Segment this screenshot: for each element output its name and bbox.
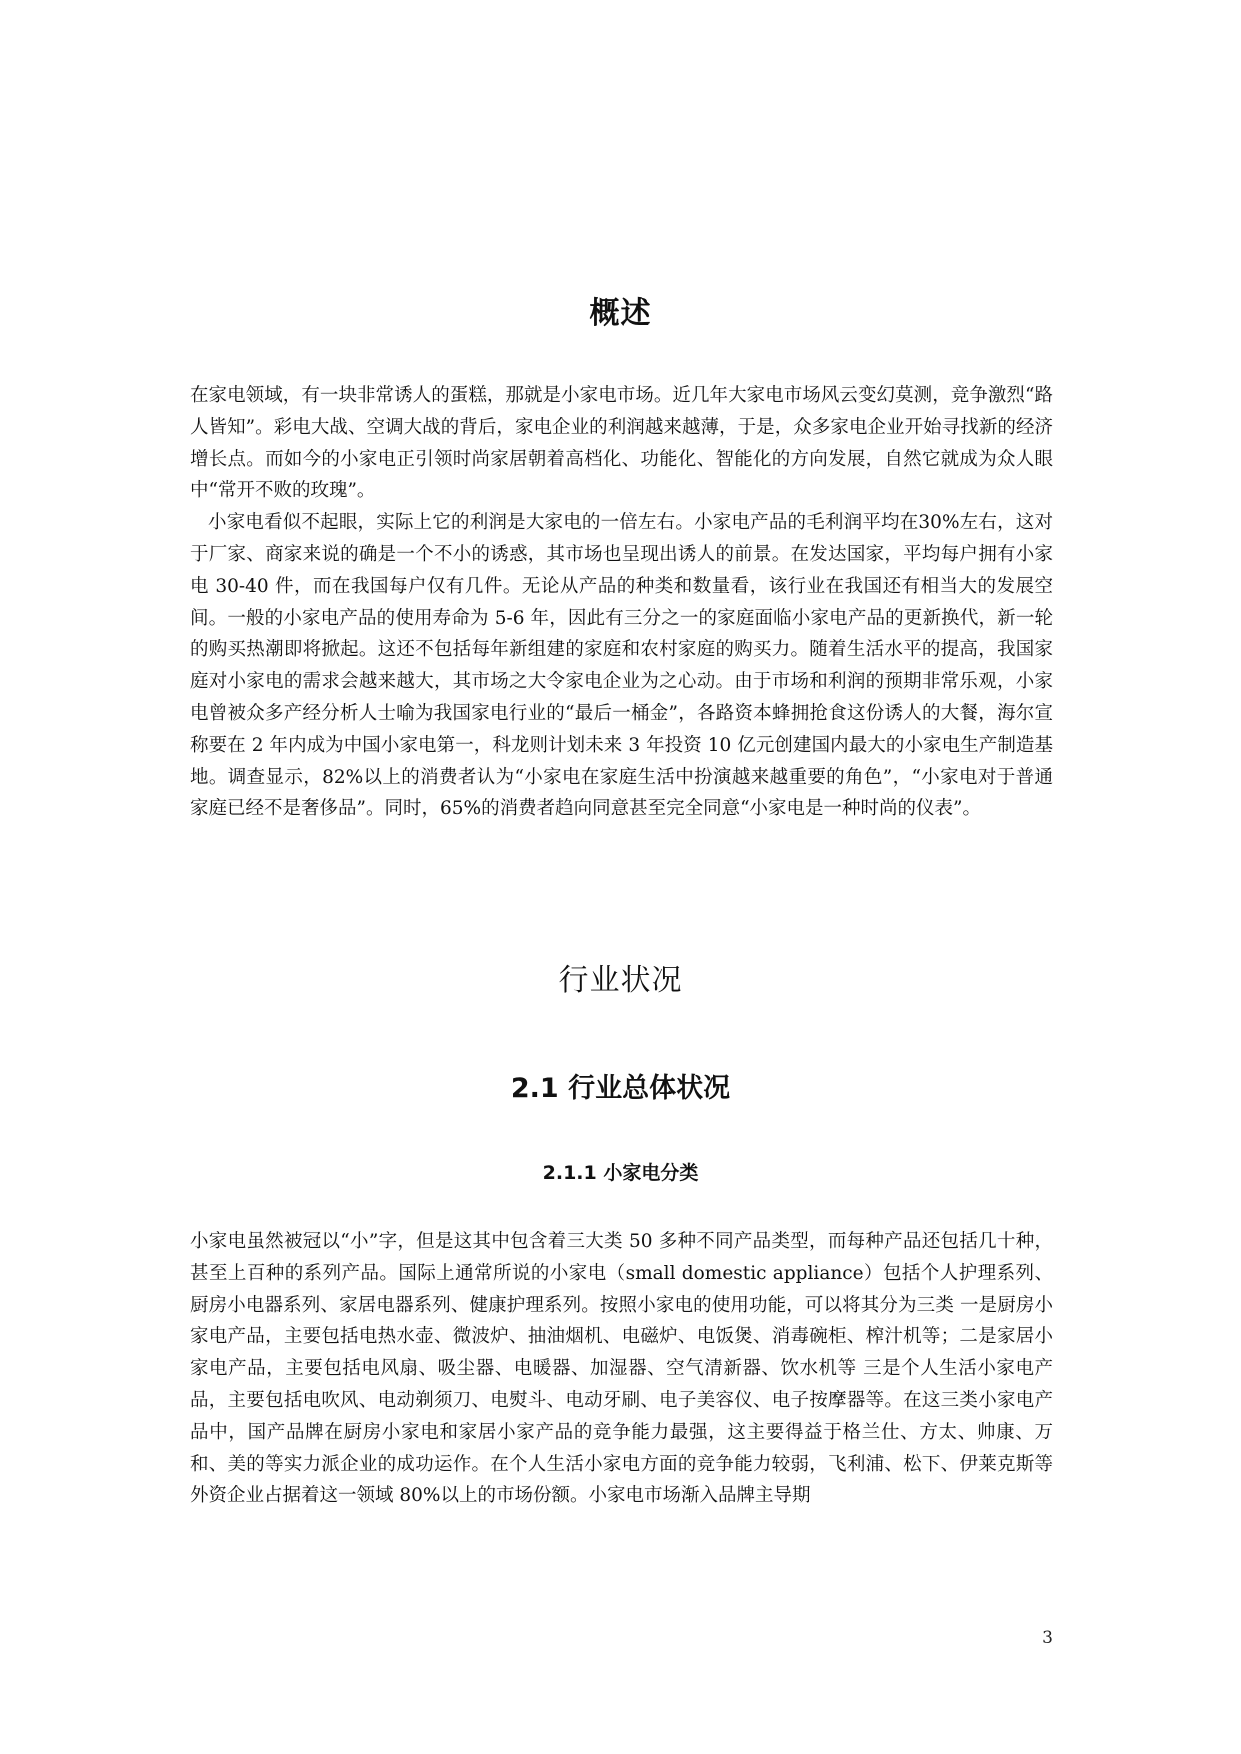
subsubsection-title-2-1-1: 2.1.1 小家电分类 [542, 1162, 699, 1184]
classification-paragraph: 小家电虽然被冠以“小”字，但是这其中包含着三大类 50 多种不同产品类型，而每种产品还包括几十种，甚至上百种的系列产品。国际上通常所说的小家电（small domestic appliance）包括个人护理系列、厨房小电器系列、家居电器系列、健康护理系列。按照小家电的使用功能，可以将其分为三类 一是厨房小家电产品，主要包括电热水壶、微波炉、抽油烟机、电磁炉、电饭煲、消毒碗柜、榨汁机等；二是家居小家电产品，主要包括电风扇、吸尘器、电暖器、加湿器、空气清新器、饮水机等 三是个人生活小家电产品，主要包括电吹风、电动剃须刀、电熨斗、电动牙刷、电子美容仪、电子按摩器等。在这三类小家电产品中，国产品牌在厨房小家电和家居小家产品的竞争能力最强，这主要得益于格兰仕、方太、帅康、万和、美的等实力派企业的成功运作。在个人生活小家电方面的竞争能力较弱，飞利浦、松下、伊莱克斯等外资企业占据着这一领域 80%以上的市场份额。小家电市场渐入品牌主导期 [190, 1231, 1053, 1507]
overview-paragraph-2: 小家电看似不起眼，实际上它的利润是大家电的一倍左右。小家电产品的毛利润平均在30%左右，这对于厂家、商家来说的确是一个不小的诱惑，其市场也呈现出诱人的前景。在发达国家，平均每户拥有小家电 30-40 件，而在我国每户仅有几件。无论从产品的种类和数量看，该行业在我国还有相当大的发展空间。一般的小家电产品的使用寿命为 5-6 年，因此有三分之一的家庭面临小家电产品的更新换代，新一轮的购买热潮即将掀起。这还不包括每年新组建的家庭和农村家庭的购买力。随着生活水平的提高，我国家庭对小家电的需求会越来越大，其市场之大令家电企业为之心动。由于市场和利润的预期非常乐观，小家电曾被众多产经分析人士喻为我国家电行业的“最后一桶金”，各路资本蜂拥抢食这份诱人的大餐，海尔宣称要在 2 年内成为中国小家电第一，科龙则计划未来 3 年投资 10 亿元创建国内最大的小家电生产制造基地。调查显示，82%以上的消费者认为“小家电在家庭生活中扮演越来越重要的角色”，“小家电对于普通家庭已经不是奢侈品”。同时，65%的消费者趋向同意甚至完全同意“小家电是一种时尚的仪表”。 [190, 512, 1053, 820]
section-title-overview: 概述 [589, 296, 652, 331]
section-title-industry: 行业状况 [558, 963, 683, 998]
overview-paragraph-1: 在家电领域，有一块非常诱人的蛋糕，那就是小家电市场。近几年大家电市场风云变幻莫测，竞争激烈“路人皆知”。彩电大战、空调大战的背后，家电企业的利润越来越薄，于是，众多家电企业开始寻找新的经济增长点。而如今的小家电正引领时尚家居朝着高档化、功能化、智能化的方向发展，自然它就成为众人眼中“常开不败的玫瑰”。 [190, 385, 1053, 502]
classification-body [190, 1226, 1053, 1512]
subsection-title-2-1: 2.1 行业总体状况 [510, 1073, 731, 1104]
page-number: 3 [1042, 1628, 1053, 1648]
overview-body [190, 380, 1053, 825]
